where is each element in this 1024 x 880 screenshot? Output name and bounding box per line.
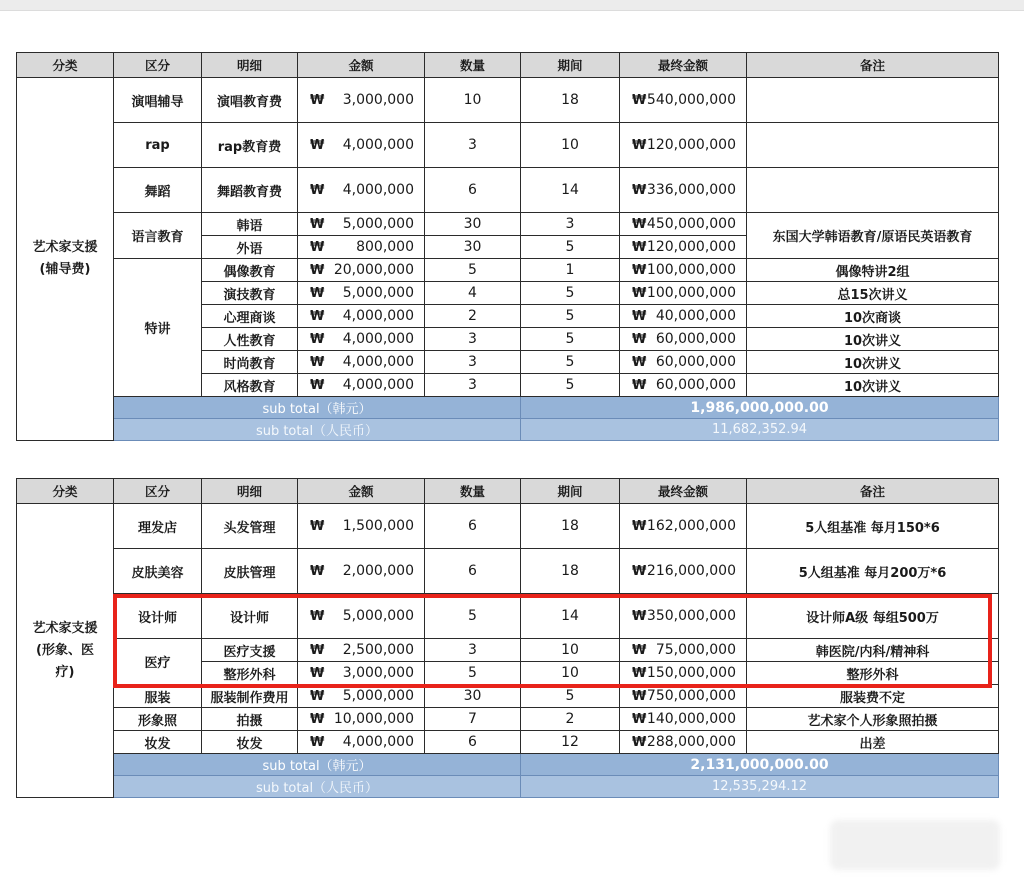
remarks-cell: 偶像特讲2组 xyxy=(747,259,999,282)
detail-cell: 人性教育 xyxy=(202,328,298,351)
won-symbol: ₩ xyxy=(310,308,325,324)
won-symbol: ₩ xyxy=(632,518,647,534)
amount-cell-value: 4,000,000 xyxy=(342,734,414,750)
remarks-cell xyxy=(747,168,999,213)
detail-cell: 皮肤管理 xyxy=(202,549,298,594)
won-symbol: ₩ xyxy=(632,608,647,624)
quantity-cell: 5 xyxy=(425,662,521,685)
period-cell: 3 xyxy=(521,213,620,236)
amount-cell xyxy=(298,236,425,259)
final-amount-cell-value: 150,000,000 xyxy=(646,665,736,681)
amount-cell xyxy=(298,213,425,236)
final-amount-cell xyxy=(620,78,747,123)
remarks-cell: 韩医院/内科/精神科 xyxy=(747,639,999,662)
amount-cell-value: 1,500,000 xyxy=(342,518,414,534)
final-amount-cell-value: 60,000,000 xyxy=(655,377,736,393)
top-bar xyxy=(0,0,1024,11)
category-cell: 艺术家支援 (形象、医 疗) xyxy=(17,504,114,798)
quantity-cell: 6 xyxy=(425,549,521,594)
won-symbol: ₩ xyxy=(632,216,647,232)
detail-cell: 舞蹈教育费 xyxy=(202,168,298,213)
final-amount-cell-value: 540,000,000 xyxy=(646,92,736,108)
amount-cell-value: 5,000,000 xyxy=(342,608,414,624)
header-period: 期间 xyxy=(521,53,620,78)
remarks-cell: 出差 xyxy=(747,731,999,754)
won-symbol: ₩ xyxy=(632,711,647,727)
division-cell: 医疗 xyxy=(114,639,202,685)
subtotal-krw-row xyxy=(17,754,999,776)
subtotal-rmb-row xyxy=(17,419,999,441)
quantity-cell: 30 xyxy=(425,685,521,708)
table-row xyxy=(17,504,999,549)
final-amount-cell-value: 120,000,000 xyxy=(646,137,736,153)
quantity-cell: 10 xyxy=(425,78,521,123)
won-symbol: ₩ xyxy=(310,262,325,278)
table-row xyxy=(17,213,999,236)
quantity-cell: 6 xyxy=(425,168,521,213)
period-cell: 12 xyxy=(521,731,620,754)
final-amount-cell xyxy=(620,731,747,754)
detail-cell: 心理商谈 xyxy=(202,305,298,328)
amount-cell-value: 20,000,000 xyxy=(333,262,414,278)
final-amount-cell-value: 336,000,000 xyxy=(646,182,736,198)
amount-cell-value: 2,500,000 xyxy=(342,642,414,658)
final-amount-cell-value: 288,000,000 xyxy=(646,734,736,750)
table-row xyxy=(17,123,999,168)
final-amount-cell xyxy=(620,305,747,328)
division-cell: 舞蹈 xyxy=(114,168,202,213)
period-cell: 18 xyxy=(521,78,620,123)
won-symbol: ₩ xyxy=(310,665,325,681)
quantity-cell: 3 xyxy=(425,374,521,397)
final-amount-cell xyxy=(620,328,747,351)
amount-cell-value: 4,000,000 xyxy=(342,308,414,324)
won-symbol: ₩ xyxy=(632,285,647,301)
final-amount-cell-value: 216,000,000 xyxy=(646,563,736,579)
remarks-cell xyxy=(747,78,999,123)
detail-cell: 医疗支援 xyxy=(202,639,298,662)
detail-cell: 时尚教育 xyxy=(202,351,298,374)
final-amount-cell-value: 750,000,000 xyxy=(646,688,736,704)
final-amount-cell-value: 350,000,000 xyxy=(646,608,736,624)
detail-cell: 拍摄 xyxy=(202,708,298,731)
amount-cell xyxy=(298,123,425,168)
header-remarks: 备注 xyxy=(747,479,999,504)
won-symbol: ₩ xyxy=(310,331,325,347)
final-amount-cell xyxy=(620,168,747,213)
quantity-cell: 5 xyxy=(425,594,521,639)
won-symbol: ₩ xyxy=(632,182,647,198)
remarks-cell: 服装费不定 xyxy=(747,685,999,708)
won-symbol: ₩ xyxy=(310,711,325,727)
final-amount-cell-value: 140,000,000 xyxy=(646,711,736,727)
division-cell: 理发店 xyxy=(114,504,202,549)
table-header-row xyxy=(17,479,999,504)
subtotal-rmb-value: 12,535,294.12 xyxy=(521,776,999,798)
remarks-cell: 艺术家个人形象照拍摄 xyxy=(747,708,999,731)
subtotal-krw-label: sub total（韩元） xyxy=(114,754,521,776)
won-symbol: ₩ xyxy=(632,665,647,681)
header-division: 区分 xyxy=(114,53,202,78)
header-period: 期间 xyxy=(521,479,620,504)
table-row xyxy=(17,708,999,731)
period-cell: 14 xyxy=(521,168,620,213)
period-cell: 5 xyxy=(521,305,620,328)
subtotal-krw-label: sub total（韩元） xyxy=(114,397,521,419)
quantity-cell: 3 xyxy=(425,351,521,374)
header-detail: 明细 xyxy=(202,53,298,78)
amount-cell xyxy=(298,259,425,282)
period-cell: 5 xyxy=(521,236,620,259)
quantity-cell: 6 xyxy=(425,504,521,549)
final-amount-cell-value: 40,000,000 xyxy=(655,308,736,324)
won-symbol: ₩ xyxy=(632,377,647,393)
amount-cell xyxy=(298,708,425,731)
won-symbol: ₩ xyxy=(632,239,647,255)
amount-cell-value: 5,000,000 xyxy=(342,688,414,704)
detail-cell: 偶像教育 xyxy=(202,259,298,282)
won-symbol: ₩ xyxy=(310,354,325,370)
amount-cell-value: 5,000,000 xyxy=(342,216,414,232)
quantity-cell: 6 xyxy=(425,731,521,754)
subtotal-rmb-row xyxy=(17,776,999,798)
amount-cell-value: 10,000,000 xyxy=(333,711,414,727)
amount-cell-value: 4,000,000 xyxy=(342,331,414,347)
won-symbol: ₩ xyxy=(632,308,647,324)
period-cell: 18 xyxy=(521,549,620,594)
quantity-cell: 3 xyxy=(425,639,521,662)
header-category: 分类 xyxy=(17,53,114,78)
final-amount-cell-value: 100,000,000 xyxy=(646,285,736,301)
final-amount-cell xyxy=(620,123,747,168)
won-symbol: ₩ xyxy=(310,239,325,255)
final-amount-cell-value: 60,000,000 xyxy=(655,354,736,370)
won-symbol: ₩ xyxy=(632,688,647,704)
period-cell: 10 xyxy=(521,123,620,168)
final-amount-cell xyxy=(620,259,747,282)
amount-cell-value: 3,000,000 xyxy=(342,665,414,681)
final-amount-cell-value: 75,000,000 xyxy=(655,642,736,658)
final-amount-cell xyxy=(620,351,747,374)
won-symbol: ₩ xyxy=(310,137,325,153)
amount-cell xyxy=(298,549,425,594)
watermark-blur xyxy=(830,820,1000,870)
final-amount-cell xyxy=(620,236,747,259)
table-row xyxy=(17,168,999,213)
detail-cell: 妆发 xyxy=(202,731,298,754)
final-amount-cell-value: 120,000,000 xyxy=(646,239,736,255)
period-cell: 18 xyxy=(521,504,620,549)
period-cell: 5 xyxy=(521,351,620,374)
amount-cell xyxy=(298,374,425,397)
final-amount-cell-value: 450,000,000 xyxy=(646,216,736,232)
quantity-cell: 4 xyxy=(425,282,521,305)
amount-cell xyxy=(298,731,425,754)
period-cell: 5 xyxy=(521,374,620,397)
quantity-cell: 2 xyxy=(425,305,521,328)
period-cell: 10 xyxy=(521,639,620,662)
final-amount-cell xyxy=(620,282,747,305)
final-amount-cell-value: 162,000,000 xyxy=(646,518,736,534)
won-symbol: ₩ xyxy=(310,92,325,108)
amount-cell xyxy=(298,168,425,213)
table-row xyxy=(17,259,999,282)
won-symbol: ₩ xyxy=(310,563,325,579)
division-cell: rap xyxy=(114,123,202,168)
final-amount-cell-value: 100,000,000 xyxy=(646,262,736,278)
detail-cell: 头发管理 xyxy=(202,504,298,549)
table-row xyxy=(17,731,999,754)
final-amount-cell xyxy=(620,213,747,236)
final-amount-cell xyxy=(620,374,747,397)
detail-cell: 服装制作费用 xyxy=(202,685,298,708)
detail-cell: 外语 xyxy=(202,236,298,259)
header-amount: 金额 xyxy=(298,479,425,504)
remarks-cell: 总15次讲义 xyxy=(747,282,999,305)
remarks-cell: 10次讲义 xyxy=(747,328,999,351)
final-amount-cell-value: 60,000,000 xyxy=(655,331,736,347)
remarks-cell: 5人组基准 每月150*6 xyxy=(747,504,999,549)
won-symbol: ₩ xyxy=(310,216,325,232)
detail-cell: 韩语 xyxy=(202,213,298,236)
amount-cell xyxy=(298,504,425,549)
won-symbol: ₩ xyxy=(310,182,325,198)
remarks-cell: 5人组基准 每月200万*6 xyxy=(747,549,999,594)
won-symbol: ₩ xyxy=(632,137,647,153)
amount-cell-value: 4,000,000 xyxy=(342,354,414,370)
division-cell: 形象照 xyxy=(114,708,202,731)
detail-cell: rap教育费 xyxy=(202,123,298,168)
header-remarks: 备注 xyxy=(747,53,999,78)
remarks-cell: 设计师A级 每组500万 xyxy=(747,594,999,639)
amount-cell xyxy=(298,328,425,351)
header-final-amount: 最终金额 xyxy=(620,53,747,78)
amount-cell-value: 4,000,000 xyxy=(342,377,414,393)
header-detail: 明细 xyxy=(202,479,298,504)
budget-table-coaching xyxy=(16,52,999,441)
table-header-row xyxy=(17,53,999,78)
won-symbol: ₩ xyxy=(632,642,647,658)
amount-cell xyxy=(298,351,425,374)
period-cell: 5 xyxy=(521,685,620,708)
period-cell: 2 xyxy=(521,708,620,731)
subtotal-krw-value: 2,131,000,000.00 xyxy=(521,754,999,776)
period-cell: 5 xyxy=(521,282,620,305)
quantity-cell: 3 xyxy=(425,123,521,168)
won-symbol: ₩ xyxy=(310,688,325,704)
amount-cell-value: 3,000,000 xyxy=(342,92,414,108)
header-amount: 金额 xyxy=(298,53,425,78)
won-symbol: ₩ xyxy=(310,734,325,750)
quantity-cell: 3 xyxy=(425,328,521,351)
quantity-cell: 30 xyxy=(425,236,521,259)
division-cell: 演唱辅导 xyxy=(114,78,202,123)
amount-cell-value: 2,000,000 xyxy=(342,563,414,579)
amount-cell xyxy=(298,78,425,123)
table-row xyxy=(17,549,999,594)
amount-cell-value: 800,000 xyxy=(356,239,414,255)
header-quantity: 数量 xyxy=(425,479,521,504)
won-symbol: ₩ xyxy=(632,354,647,370)
division-cell: 设计师 xyxy=(114,594,202,639)
period-cell: 5 xyxy=(521,328,620,351)
subtotal-rmb-label: sub total（人民币） xyxy=(114,776,521,798)
remarks-cell: 整形外科 xyxy=(747,662,999,685)
period-cell: 1 xyxy=(521,259,620,282)
header-category: 分类 xyxy=(17,479,114,504)
final-amount-cell xyxy=(620,504,747,549)
remarks-cell: 10次讲义 xyxy=(747,351,999,374)
subtotal-krw-row xyxy=(17,397,999,419)
detail-cell: 整形外科 xyxy=(202,662,298,685)
division-cell: 语言教育 xyxy=(114,213,202,259)
amount-cell-value: 4,000,000 xyxy=(342,137,414,153)
division-cell: 皮肤美容 xyxy=(114,549,202,594)
detail-cell: 风格教育 xyxy=(202,374,298,397)
won-symbol: ₩ xyxy=(310,642,325,658)
header-final-amount: 最终金额 xyxy=(620,479,747,504)
won-symbol: ₩ xyxy=(632,331,647,347)
header-quantity: 数量 xyxy=(425,53,521,78)
amount-cell-value: 4,000,000 xyxy=(342,182,414,198)
subtotal-rmb-label: sub total（人民币） xyxy=(114,419,521,441)
remarks-cell xyxy=(747,123,999,168)
quantity-cell: 7 xyxy=(425,708,521,731)
won-symbol: ₩ xyxy=(310,518,325,534)
amount-cell xyxy=(298,305,425,328)
red-highlight-box xyxy=(113,594,992,688)
won-symbol: ₩ xyxy=(632,262,647,278)
subtotal-krw-value: 1,986,000,000.00 xyxy=(521,397,999,419)
subtotal-rmb-value: 11,682,352.94 xyxy=(521,419,999,441)
table-row xyxy=(17,78,999,123)
amount-cell-value: 5,000,000 xyxy=(342,285,414,301)
won-symbol: ₩ xyxy=(310,377,325,393)
final-amount-cell xyxy=(620,549,747,594)
period-cell: 10 xyxy=(521,662,620,685)
detail-cell: 演技教育 xyxy=(202,282,298,305)
quantity-cell: 5 xyxy=(425,259,521,282)
division-cell: 服装 xyxy=(114,685,202,708)
won-symbol: ₩ xyxy=(632,563,647,579)
division-cell: 特讲 xyxy=(114,259,202,397)
amount-cell xyxy=(298,282,425,305)
header-division: 区分 xyxy=(114,479,202,504)
won-symbol: ₩ xyxy=(632,734,647,750)
remarks-cell: 10次讲义 xyxy=(747,374,999,397)
remarks-cell: 东国大学韩语教育/原语民英语教育 xyxy=(747,213,999,259)
won-symbol: ₩ xyxy=(632,92,647,108)
detail-cell: 设计师 xyxy=(202,594,298,639)
final-amount-cell xyxy=(620,708,747,731)
won-symbol: ₩ xyxy=(310,608,325,624)
quantity-cell: 30 xyxy=(425,213,521,236)
division-cell: 妆发 xyxy=(114,731,202,754)
detail-cell: 演唱教育费 xyxy=(202,78,298,123)
remarks-cell: 10次商谈 xyxy=(747,305,999,328)
category-cell: 艺术家支援 (辅导费) xyxy=(17,78,114,441)
period-cell: 14 xyxy=(521,594,620,639)
won-symbol: ₩ xyxy=(310,285,325,301)
